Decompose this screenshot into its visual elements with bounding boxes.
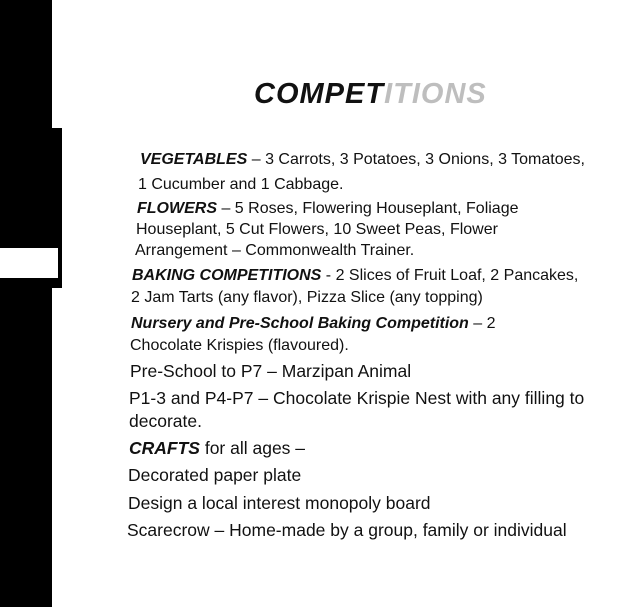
list-item bbox=[138, 175, 343, 195]
list-item-crafts bbox=[129, 438, 305, 458]
list-item-flowers bbox=[137, 199, 519, 219]
line-text: – 2 bbox=[468, 315, 496, 332]
line-text: Arrangement – Commonwealth Trainer. bbox=[135, 242, 415, 259]
line-text: Scarecrow – Home-made by a group, family or individual bbox=[127, 520, 567, 540]
list-item bbox=[136, 220, 498, 240]
list-item bbox=[130, 361, 411, 381]
line-text: – 5 Roses, Flowering Houseplant, Foliage bbox=[217, 200, 519, 217]
list-item bbox=[127, 520, 567, 540]
category-label: CRAFTS bbox=[129, 438, 200, 458]
scan-margin-gap bbox=[0, 248, 58, 278]
category-label: FLOWERS bbox=[137, 200, 217, 217]
list-item bbox=[130, 336, 349, 356]
line-text: 2 Jam Tarts (any flavor), Pizza Slice (any topping) bbox=[131, 289, 483, 306]
line-text: decorate. bbox=[129, 411, 202, 431]
line-text: P1-3 and P4-P7 – Chocolate Krispie Nest with any filling to bbox=[129, 388, 585, 408]
scan-dark-margin bbox=[0, 0, 52, 607]
list-item bbox=[131, 288, 483, 308]
list-item bbox=[135, 241, 414, 261]
line-text: Houseplant, 5 Cut Flowers, 10 Sweet Peas, Flower bbox=[136, 221, 498, 238]
title-main: COMPET bbox=[254, 78, 385, 110]
category-label: Nursery and Pre-School Baking Competition bbox=[131, 315, 469, 332]
line-text: Chocolate Krispies (flavoured). bbox=[130, 337, 349, 354]
list-item bbox=[128, 493, 431, 513]
list-item bbox=[129, 411, 202, 431]
list-item-nursery-baking bbox=[131, 314, 496, 334]
line-text: Pre-School to P7 – Marzipan Animal bbox=[130, 361, 412, 381]
list-item-baking bbox=[132, 266, 578, 286]
list-item-vegetables bbox=[140, 150, 585, 170]
line-text: Design a local interest monopoly board bbox=[128, 493, 431, 513]
category-label: VEGETABLES bbox=[140, 151, 248, 168]
list-item bbox=[129, 388, 584, 408]
list-item bbox=[128, 465, 301, 485]
line-text: Decorated paper plate bbox=[128, 465, 302, 485]
line-text: 1 Cucumber and 1 Cabbage. bbox=[138, 176, 344, 193]
title-faded: ITIONS bbox=[384, 78, 487, 110]
line-text: – 3 Carrots, 3 Potatoes, 3 Onions, 3 Tomatoes, bbox=[247, 151, 585, 168]
page-title bbox=[254, 78, 487, 111]
line-text: - 2 Slices of Fruit Loaf, 2 Pancakes, bbox=[321, 267, 579, 284]
category-label: BAKING COMPETITIONS bbox=[132, 267, 322, 284]
line-text: for all ages – bbox=[199, 438, 306, 458]
